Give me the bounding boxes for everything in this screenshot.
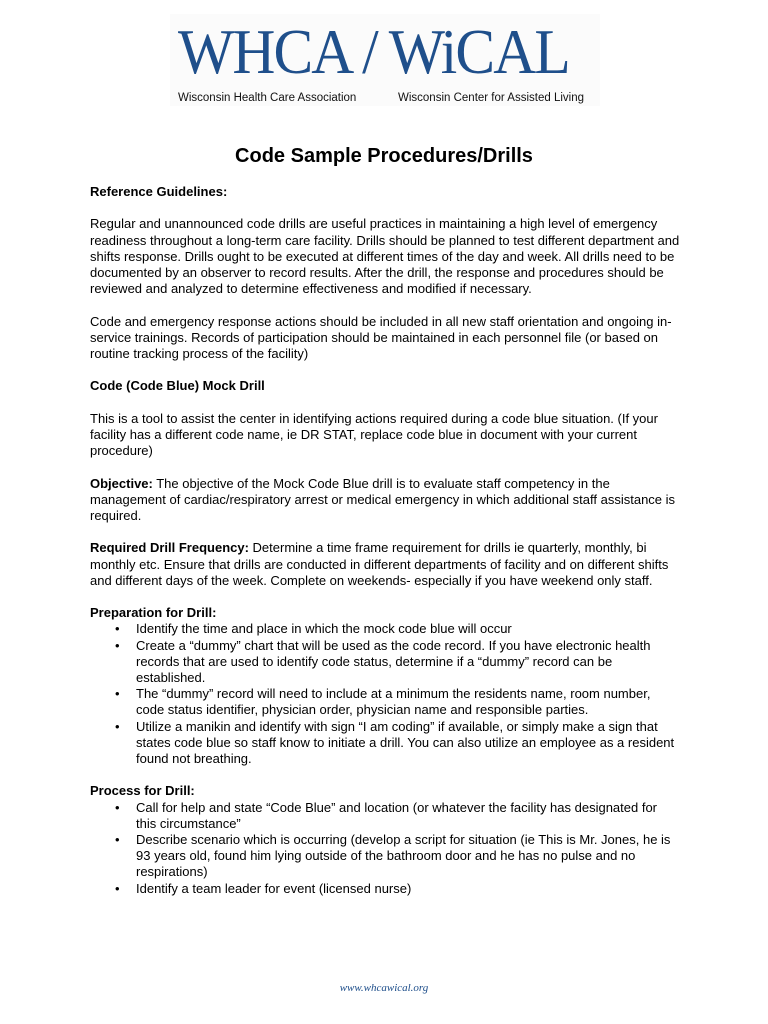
bullet-icon: • (115, 621, 120, 637)
reference-paragraph-1: Regular and unannounced code drills are useful practices in maintaining a high level of emergency readiness throughout a long-term care facility. Drills should be planned to test different department and shifts response. Drills ought to be executed at different times of the day and week. All drills need to be documented by an observer to record results. After the drill, the response and procedures should be reviewed and analyzed to determine effectiveness and modified if necessary. (90, 216, 680, 297)
objective-text: The objective of the Mock Code Blue drill is to evaluate staff competency in the management of cardiac/respiratory arrest or medical emergency in which additional staff assistance is required. (90, 475, 676, 523)
process-list (90, 800, 680, 897)
list-item: • Create a “dummy” chart that will be used as the code record. If you have electronic health records that are used to identify code status, determine if a “dummy” record can be established. (115, 637, 651, 685)
process-heading: Process for Drill: (90, 783, 195, 799)
bullet-icon: • (115, 637, 120, 653)
bullet-icon: • (115, 832, 120, 847)
bullet-icon: • (115, 799, 120, 815)
bullet-icon: • (115, 718, 120, 734)
preparation-list (90, 621, 680, 767)
frequency-text: Determine a time frame requirement for drills ie quarterly, monthly, bi monthly etc. Ensure that drills are conducted in different departments of facility and on different shifts and different days of the week. Complete on weekends- especially if you have weekend only staff. (90, 540, 669, 588)
page-title: Code Sample Procedures/Drills (235, 145, 533, 167)
list-item: • Call for help and state “Code Blue” and location (or whatever the facility has designated for this circumstance” (115, 799, 658, 831)
preparation-heading: Preparation for Drill: (90, 605, 217, 621)
mock-drill-heading: Code (Code Blue) Mock Drill (90, 378, 265, 394)
frequency-paragraph (90, 540, 680, 589)
objective-paragraph (90, 476, 680, 525)
document-body (90, 184, 680, 913)
list-item: • Identify the time and place in which the mock code blue will occur (115, 621, 512, 637)
bullet-icon: • (115, 880, 120, 896)
list-item: • The “dummy” record will need to include at a minimum the residents name, room number, code status identifier, physician order, physician name and responsible parties. (115, 686, 651, 718)
list-item: • Identify a team leader for event (licensed nurse) (115, 880, 412, 896)
mock-drill-paragraph: This is a tool to assist the center in identifying actions required during a code blue situation. (If your facility has a different code name, ie DR STAT, replace code blue in document with your current procedure) (90, 410, 658, 459)
frequency-label: Required Drill Frequency: (90, 540, 249, 556)
logo-title: WHCA / WiCAL (178, 16, 569, 87)
bullet-icon: • (115, 686, 120, 702)
objective-label: Objective: (90, 475, 153, 491)
list-item: • Describe scenario which is occurring (develop a script for situation (ie This is Mr. Jones, he is 93 years old, found him lying outside of the bathroom door and he has no pulse and no respirations) (115, 832, 671, 880)
logo (170, 14, 600, 106)
logo-right-org: Wisconsin Center for Assisted Living (398, 92, 584, 104)
footer-url[interactable]: www.whcawical.org (339, 982, 429, 994)
reference-paragraph-2: Code and emergency response actions should be included in all new staff orientation and ongoing in-service trainings. Records of participation should be maintained in each personnel file (or based on routine tracking process of the facility) (90, 313, 672, 361)
list-item: • Utilize a manikin and identify with sign “I am coding” if available, or simply make a sign that states code blue so staff know to initiate a drill. You can also utilize an employee as a resident found not breathing. (115, 718, 675, 766)
reference-heading: Reference Guidelines: (90, 184, 228, 199)
logo-left-org: Wisconsin Health Care Association (178, 92, 357, 104)
